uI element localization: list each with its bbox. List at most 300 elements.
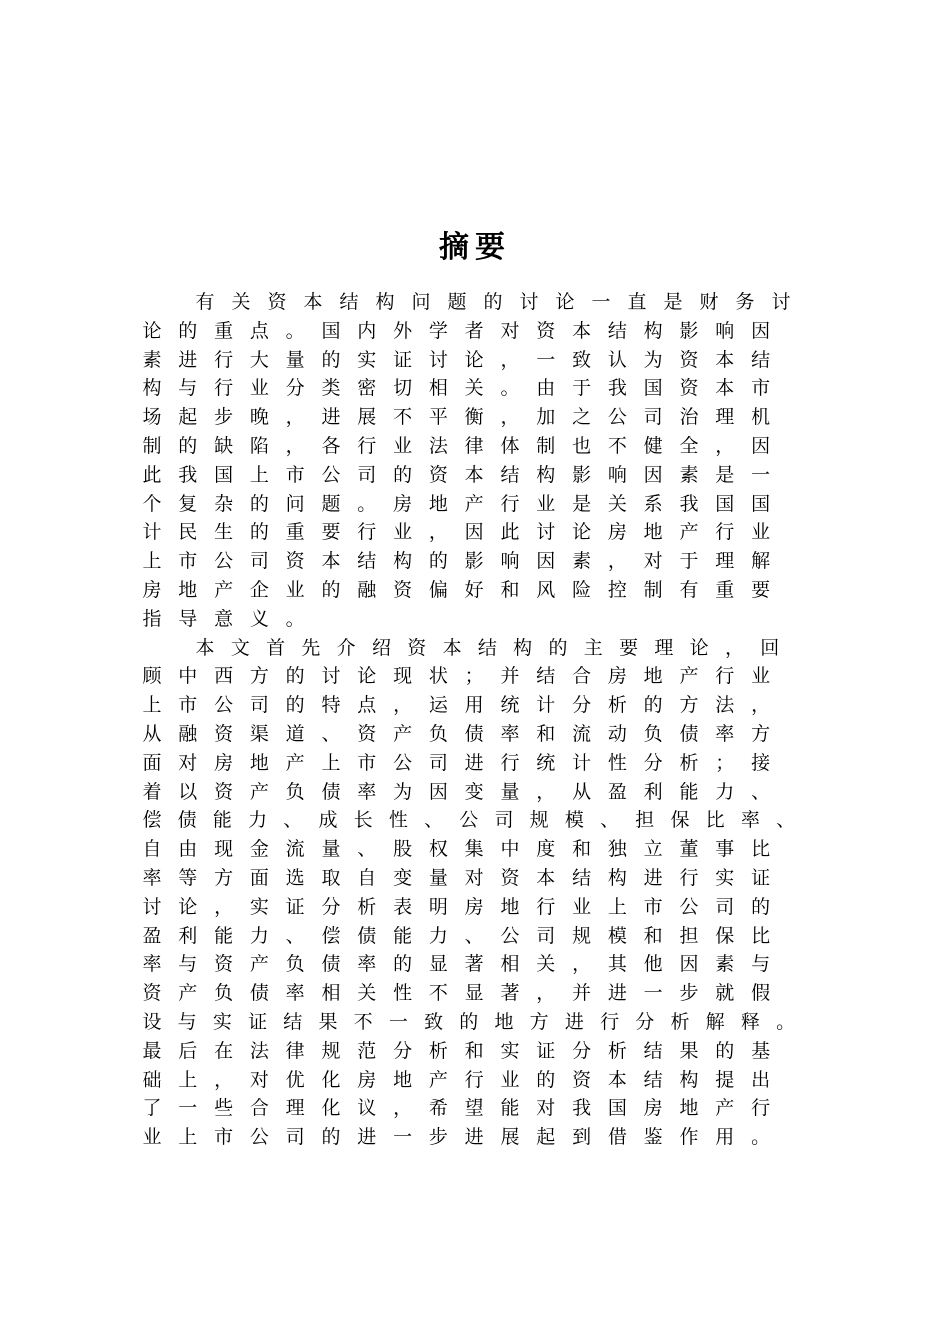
abstract-char: 公 <box>393 751 413 774</box>
abstract-char: 地 <box>494 1011 514 1033</box>
abstract-char: 分 <box>393 1039 413 1062</box>
abstract-char: 。 <box>776 1011 796 1033</box>
abstract-char: 体 <box>500 435 520 457</box>
abstract-char: 公 <box>214 550 234 573</box>
abstract-char: 作 <box>679 1126 699 1149</box>
abstract-char: 资 <box>214 780 234 803</box>
abstract-char: 起 <box>536 1126 556 1149</box>
abstract-char: 此 <box>500 521 520 544</box>
abstract-char: 选 <box>285 867 305 889</box>
abstract-char: 一 <box>643 982 663 1005</box>
abstract-char: ， <box>285 406 305 429</box>
abstract-char: 度 <box>536 838 556 861</box>
abstract-char: 进 <box>643 867 663 889</box>
abstract-char: 他 <box>643 953 663 976</box>
abstract-char: 力 <box>248 809 268 832</box>
abstract-char: 讨 <box>519 291 539 313</box>
abstract-char: 债 <box>321 953 341 976</box>
abstract-line <box>0 979 950 1008</box>
abstract-char: 本 <box>572 319 592 342</box>
abstract-char: 认 <box>607 348 627 371</box>
abstract-char: 合 <box>572 665 592 688</box>
abstract-char: 本 <box>536 867 556 889</box>
abstract-char: 因 <box>679 953 699 976</box>
abstract-char: 介 <box>336 636 356 659</box>
abstract-line <box>0 432 950 461</box>
abstract-char: 市 <box>285 463 305 486</box>
abstract-char: 与 <box>751 953 771 976</box>
abstract-char: 和 <box>536 723 556 745</box>
abstract-char: 致 <box>424 1011 444 1033</box>
abstract-char: 议 <box>357 1097 377 1120</box>
abstract-line <box>0 1123 950 1152</box>
abstract-char: 房 <box>393 492 413 515</box>
abstract-char: 资 <box>536 319 556 342</box>
abstract-char: 事 <box>715 838 735 861</box>
abstract-char: 取 <box>321 867 341 889</box>
abstract-char: 问 <box>411 291 431 313</box>
abstract-char: 的 <box>643 694 663 717</box>
abstract-char: 因 <box>536 550 556 573</box>
abstract-char: 律 <box>285 1039 305 1062</box>
abstract-char: 率 <box>142 953 162 976</box>
abstract-char: 行 <box>715 521 735 544</box>
abstract-char: ， <box>393 1097 413 1120</box>
abstract-char: 资 <box>572 1068 592 1091</box>
abstract-char: 能 <box>212 809 232 832</box>
abstract-char: 论 <box>555 291 575 313</box>
abstract-char: 地 <box>679 1097 699 1120</box>
abstract-char: 变 <box>464 780 484 803</box>
abstract-char: 计 <box>572 751 592 774</box>
abstract-char: 与 <box>178 953 198 976</box>
abstract-char: 成 <box>318 809 338 832</box>
abstract-char: 的 <box>249 521 269 544</box>
abstract-char: 产 <box>679 665 699 688</box>
abstract-char: 用 <box>464 694 484 717</box>
abstract-char: 起 <box>178 406 198 429</box>
abstract-char: 董 <box>679 838 699 861</box>
abstract-char: 先 <box>301 636 321 659</box>
abstract-char: 机 <box>751 406 771 429</box>
abstract-char: 立 <box>643 838 663 861</box>
abstract-char: 险 <box>572 579 592 601</box>
abstract-char: 率 <box>285 982 305 1005</box>
abstract-char: 公 <box>321 463 341 486</box>
abstract-char: 担 <box>679 924 699 947</box>
abstract-char: 控 <box>607 579 627 601</box>
abstract-char: 的 <box>536 1068 556 1091</box>
abstract-char: 现 <box>393 665 413 688</box>
abstract-char: 业 <box>751 665 771 688</box>
abstract-char: 的 <box>321 348 341 371</box>
abstract-char: 、 <box>464 924 484 947</box>
abstract-char: 能 <box>500 1097 520 1120</box>
abstract-char: 面 <box>142 751 162 774</box>
abstract-char: 地 <box>393 1068 413 1091</box>
abstract-char: 析 <box>679 751 699 774</box>
abstract-char: 生 <box>214 521 234 544</box>
abstract-char: 市 <box>178 550 198 573</box>
abstract-char: 构 <box>513 636 533 659</box>
abstract-char: 步 <box>214 406 234 429</box>
abstract-char: 房 <box>643 1097 663 1120</box>
abstract-char: 法 <box>249 1039 269 1062</box>
abstract-char: 顾 <box>142 665 162 688</box>
abstract-char: 法 <box>428 435 448 457</box>
abstract-char: 本 <box>442 636 462 659</box>
abstract-char: 和 <box>572 838 592 861</box>
abstract-char: 资 <box>267 291 287 313</box>
abstract-char: 地 <box>643 665 663 688</box>
abstract-char: 着 <box>142 780 162 803</box>
abstract-char: 力 <box>249 924 269 947</box>
abstract-char: 本 <box>715 348 735 371</box>
abstract-char: 本 <box>321 550 341 573</box>
abstract-char: 一 <box>178 1097 198 1120</box>
abstract-char: 素 <box>142 348 162 371</box>
abstract-char: 并 <box>500 665 520 688</box>
abstract-char: 特 <box>321 694 341 717</box>
abstract-char: 、 <box>424 809 444 832</box>
abstract-char: 产 <box>249 953 269 976</box>
abstract-char: 长 <box>353 809 373 832</box>
abstract-char: 就 <box>715 982 735 1005</box>
abstract-char: 债 <box>679 723 699 745</box>
abstract-char: 资 <box>214 723 234 745</box>
abstract-char: 于 <box>572 377 592 400</box>
abstract-char: 是 <box>572 492 592 515</box>
abstract-char: 结 <box>357 550 377 573</box>
abstract-char: 本 <box>715 377 735 400</box>
abstract-line <box>0 547 950 576</box>
abstract-char: 致 <box>572 348 592 371</box>
abstract-char: 。 <box>285 319 305 342</box>
abstract-char: 上 <box>178 1126 198 1149</box>
abstract-char: ， <box>715 435 735 457</box>
abstract-char: 化 <box>321 1068 341 1091</box>
abstract-char: 中 <box>500 838 520 861</box>
abstract-char: 民 <box>178 521 198 544</box>
abstract-char: 率 <box>740 809 760 832</box>
abstract-char: 治 <box>679 406 699 429</box>
abstract-char: 论 <box>689 636 709 659</box>
abstract-char: 指 <box>142 607 162 630</box>
abstract-char: 结 <box>607 319 627 342</box>
abstract-char: 主 <box>583 636 603 659</box>
abstract-char: 务 <box>735 291 755 313</box>
abstract-char: 业 <box>536 492 556 515</box>
abstract-char: 其 <box>607 953 627 976</box>
abstract-char: 市 <box>214 1126 234 1149</box>
abstract-line <box>0 288 950 317</box>
abstract-char: 财 <box>699 291 719 313</box>
abstract-char: 产 <box>393 723 413 745</box>
abstract-char: 我 <box>679 492 699 515</box>
abstract-char: 影 <box>464 550 484 573</box>
abstract-char: ， <box>724 636 744 659</box>
abstract-char: 负 <box>285 953 305 976</box>
abstract-char: 是 <box>715 463 735 486</box>
abstract-char: 直 <box>627 291 647 313</box>
abstract-char: 不 <box>393 406 413 429</box>
abstract-char: 结 <box>643 1068 663 1091</box>
abstract-char: 业 <box>500 1068 520 1091</box>
abstract-char: 影 <box>679 319 699 342</box>
abstract-char: 明 <box>428 895 448 918</box>
abstract-char: 方 <box>214 867 234 889</box>
abstract-line <box>0 490 950 519</box>
abstract-char: ； <box>715 751 735 774</box>
abstract-char: 方 <box>529 1011 549 1033</box>
abstract-char: ， <box>572 953 592 976</box>
abstract-char: 业 <box>285 579 305 601</box>
abstract-line <box>0 1037 950 1066</box>
abstract-char: 上 <box>142 694 162 717</box>
abstract-char: 产 <box>214 579 234 601</box>
abstract-char: 各 <box>321 435 341 457</box>
abstract-char: 担 <box>635 809 655 832</box>
abstract-char: 。 <box>285 607 305 630</box>
abstract-char: 西 <box>214 665 234 688</box>
abstract-char: 晚 <box>249 406 269 429</box>
abstract-char: 些 <box>214 1097 234 1120</box>
abstract-line <box>0 1066 950 1095</box>
abstract-char: 此 <box>142 463 162 486</box>
abstract-char: 资 <box>285 550 305 573</box>
abstract-char: 行 <box>751 1097 771 1120</box>
abstract-char: 理 <box>285 1097 305 1120</box>
abstract-char: 能 <box>679 780 699 803</box>
abstract-char: 密 <box>357 377 377 400</box>
abstract-char: 要 <box>321 521 341 544</box>
abstract-line <box>0 518 950 547</box>
abstract-char: 权 <box>428 838 448 861</box>
abstract-char: 对 <box>249 1068 269 1091</box>
abstract-char: 讨 <box>771 291 791 313</box>
abstract-char: 率 <box>500 723 520 745</box>
abstract-char: 利 <box>178 924 198 947</box>
abstract-char: 国 <box>751 492 771 515</box>
abstract-char: 解 <box>751 550 771 573</box>
abstract-char: 影 <box>572 463 592 486</box>
abstract-line <box>0 893 950 922</box>
abstract-char: 司 <box>428 751 448 774</box>
abstract-char: 公 <box>214 694 234 717</box>
abstract-char: 地 <box>428 492 448 515</box>
abstract-char: 相 <box>500 953 520 976</box>
abstract-char: 统 <box>500 694 520 717</box>
abstract-char: 因 <box>751 319 771 342</box>
abstract-char: 律 <box>464 435 484 457</box>
abstract-char: 意 <box>214 607 234 630</box>
abstract-char: 析 <box>607 694 627 717</box>
abstract-char: 结 <box>572 867 592 889</box>
abstract-char: 实 <box>212 1011 232 1033</box>
abstract-char: 题 <box>321 492 341 515</box>
abstract-char: 与 <box>177 1011 197 1033</box>
abstract-char: 因 <box>643 463 663 486</box>
abstract-char: 不 <box>428 982 448 1005</box>
abstract-char: 析 <box>607 1039 627 1062</box>
abstract-char: 与 <box>178 377 198 400</box>
abstract-char: 一 <box>751 463 771 486</box>
abstract-char: 解 <box>705 1011 725 1033</box>
abstract-char: 一 <box>536 348 556 371</box>
abstract-char: 进 <box>607 982 627 1005</box>
abstract-char: 望 <box>464 1097 484 1120</box>
abstract-char: 全 <box>679 435 699 457</box>
abstract-char: 础 <box>142 1068 162 1091</box>
abstract-line <box>0 461 950 490</box>
abstract-char: 负 <box>643 723 663 745</box>
abstract-char: 著 <box>500 982 520 1005</box>
abstract-char: 析 <box>428 1039 448 1062</box>
abstract-char: 行 <box>464 1068 484 1091</box>
abstract-char: 希 <box>428 1097 448 1120</box>
abstract-char: 导 <box>178 607 198 630</box>
abstract-line <box>0 778 950 807</box>
abstract-char: 房 <box>607 521 627 544</box>
abstract-char: ； <box>464 665 484 688</box>
abstract-char: 构 <box>142 377 162 400</box>
abstract-char: 量 <box>428 867 448 889</box>
abstract-char: 因 <box>464 521 484 544</box>
abstract-char: 负 <box>428 723 448 745</box>
abstract-line <box>0 346 950 375</box>
abstract-char: 融 <box>178 723 198 745</box>
abstract-char: 道 <box>285 723 305 745</box>
abstract-char: 产 <box>679 521 699 544</box>
abstract-char: 企 <box>249 579 269 601</box>
abstract-char: 偿 <box>321 924 341 947</box>
abstract-char: 重 <box>214 319 234 342</box>
abstract-char: 国 <box>643 377 663 400</box>
abstract-char: 系 <box>643 492 663 515</box>
abstract-char: 的 <box>285 665 305 688</box>
abstract-char: 业 <box>142 1126 162 1149</box>
abstract-char: 公 <box>500 924 520 947</box>
abstract-char: 保 <box>670 809 690 832</box>
abstract-char: 模 <box>607 924 627 947</box>
abstract-char: 杂 <box>214 492 234 515</box>
abstract-char: 构 <box>393 550 413 573</box>
abstract-char: 比 <box>751 924 771 947</box>
abstract-char: 进 <box>178 348 198 371</box>
abstract-char: 市 <box>178 694 198 717</box>
abstract-char: 制 <box>536 435 556 457</box>
abstract-char: 论 <box>178 895 198 918</box>
abstract-char: 要 <box>751 579 771 601</box>
abstract-char: 等 <box>178 867 198 889</box>
abstract-line <box>0 749 950 778</box>
abstract-char: 债 <box>464 723 484 745</box>
abstract-char: 市 <box>357 751 377 774</box>
abstract-char: 理 <box>715 550 735 573</box>
abstract-char: 资 <box>679 348 699 371</box>
abstract-char: 、 <box>751 780 771 803</box>
abstract-char: ， <box>536 780 556 803</box>
abstract-char: 结 <box>751 348 771 371</box>
abstract-char: 论 <box>572 521 592 544</box>
abstract-char: 回 <box>760 636 780 659</box>
abstract-char: 国 <box>214 463 234 486</box>
abstract-char: 运 <box>428 694 448 717</box>
abstract-char: 最 <box>142 1039 162 1062</box>
abstract-char: 产 <box>715 1097 735 1120</box>
abstract-char: 本 <box>303 291 323 313</box>
abstract-char: 公 <box>459 809 479 832</box>
abstract-char: 以 <box>178 780 198 803</box>
abstract-char: 公 <box>679 895 699 918</box>
abstract-char: 是 <box>663 291 683 313</box>
abstract-char: 相 <box>321 982 341 1005</box>
abstract-char: 公 <box>249 1126 269 1149</box>
abstract-char: 债 <box>357 924 377 947</box>
abstract-char: 行 <box>357 435 377 457</box>
abstract-char: 量 <box>285 348 305 371</box>
abstract-char: 盈 <box>142 924 162 947</box>
abstract-char: 实 <box>357 348 377 371</box>
abstract-char: 、 <box>600 809 620 832</box>
abstract-char: 能 <box>214 924 234 947</box>
abstract-char: 变 <box>393 867 413 889</box>
abstract-char: 行 <box>600 1011 620 1033</box>
abstract-char: 司 <box>643 406 663 429</box>
abstract-title: 摘要 <box>439 230 511 265</box>
abstract-char: 的 <box>321 579 341 601</box>
abstract-char: 规 <box>572 924 592 947</box>
abstract-char: 行 <box>214 377 234 400</box>
abstract-char: 释 <box>740 1011 760 1033</box>
abstract-char: 资 <box>357 723 377 745</box>
abstract-char: 性 <box>393 982 413 1005</box>
abstract-char: 行 <box>715 665 735 688</box>
abstract-char: 状 <box>428 665 448 688</box>
abstract-char: 由 <box>536 377 556 400</box>
abstract-char: 个 <box>142 492 162 515</box>
abstract-char: 负 <box>214 982 234 1005</box>
abstract-char: 表 <box>393 895 413 918</box>
abstract-char: 上 <box>249 463 269 486</box>
abstract-char: 讨 <box>428 348 448 371</box>
abstract-char: 复 <box>178 492 198 515</box>
abstract-char: 行 <box>357 521 377 544</box>
abstract-char: 性 <box>388 809 408 832</box>
abstract-char: 。 <box>357 492 377 515</box>
abstract-char: 有 <box>195 291 215 313</box>
abstract-char: 率 <box>357 780 377 803</box>
abstract-char: 我 <box>572 1097 592 1120</box>
abstract-char: 相 <box>428 377 448 400</box>
abstract-char: 盈 <box>607 780 627 803</box>
abstract-char: 果 <box>679 1039 699 1062</box>
abstract-char: 鉴 <box>643 1126 663 1149</box>
abstract-char: 资 <box>214 953 234 976</box>
abstract-char: 地 <box>178 579 198 601</box>
abstract-char: 上 <box>607 895 627 918</box>
abstract-char: 、 <box>357 838 377 861</box>
abstract-char: 义 <box>249 607 269 630</box>
abstract-line <box>0 720 950 749</box>
abstract-line <box>0 605 950 634</box>
abstract-char: 之 <box>572 406 592 429</box>
abstract-char: 的 <box>285 694 305 717</box>
abstract-char: 有 <box>679 579 699 601</box>
abstract-char: 上 <box>142 550 162 573</box>
abstract-char: 产 <box>249 780 269 803</box>
abstract-char: 步 <box>428 1126 448 1149</box>
